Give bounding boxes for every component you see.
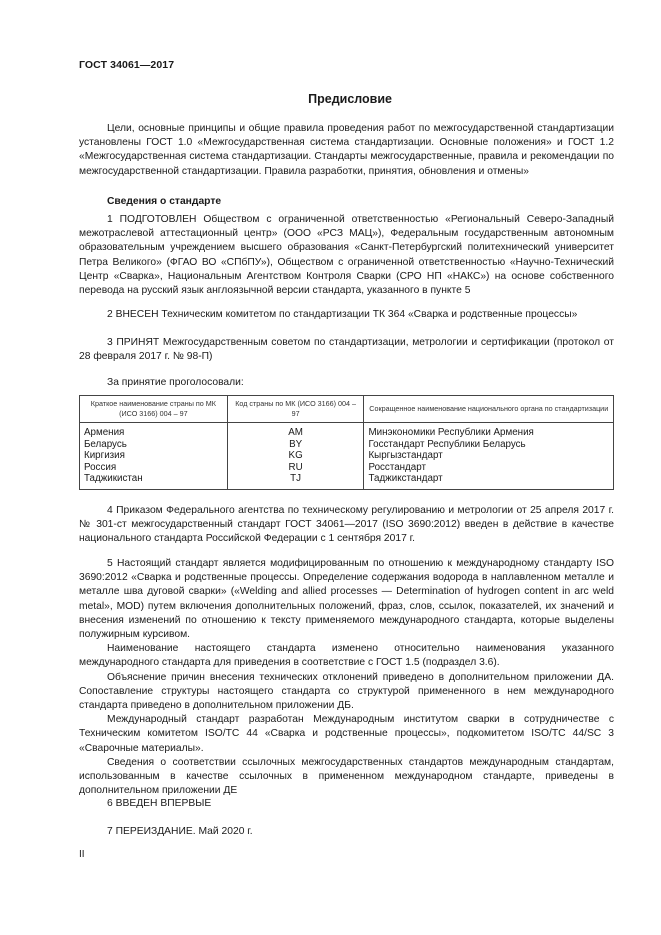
table-cell-body: Росстандарт — [364, 462, 614, 474]
item-1-block — [79, 213, 614, 298]
table-cell-code: AM — [227, 423, 364, 439]
table-row — [80, 423, 614, 439]
item-5-developer: Международный стандарт разработан Международным институтом сварки в сотрудничестве с Техническим комитетом ISO/TC 44 «Сварка и родственные процессы», подкомитетом ISO/TC 44/SC 3 «Сварочные материалы». — [79, 714, 614, 754]
item-7: 7 ПЕРЕИЗДАНИЕ. Май 2020 г. — [107, 826, 253, 837]
table-row — [80, 473, 614, 489]
item-5-references: Сведения о соответствии ссылочных межгосударственных стандартов международным стандартам, использованным в качестве ссылочных в примененном международном стандарте, приведены в дополнительном приложении ДЕ — [79, 756, 614, 797]
item-6-block — [79, 797, 614, 811]
item-6: 6 ВВЕДЕН ВПЕРВЫЕ — [107, 798, 212, 809]
item-7-block — [79, 825, 614, 839]
item-4: 4 Приказом Федерального агентства по техническому регулированию и метрологии от 25 апреля 2017 г. № 301-ст межгосударственный стандарт ГОСТ 34061—2017 (ISO 3690:2012) введен в действие в качестве национального стандарта Российской Федерации с 1 сентября 2017 г. — [79, 505, 614, 545]
page-number: II — [79, 849, 85, 860]
section-heading-block — [79, 195, 614, 209]
section-heading: Сведения о стандарте — [107, 196, 222, 207]
voting-table-wrapper — [79, 395, 614, 490]
item-5-naming: Наименование настоящего стандарта изменено относительно наименования указанного международного стандарта для приведения в соответствие с ГОСТ 1.5 (подраздел 3.6). — [79, 643, 614, 669]
table-header-country: Краткое наименование страны по МК (ИСО 3166) 004 – 97 — [80, 396, 228, 423]
table-row — [80, 462, 614, 474]
table-cell-country: Беларусь — [80, 439, 228, 451]
table-cell-code: KG — [227, 450, 364, 462]
table-cell-code: RU — [227, 462, 364, 474]
table-cell-body: Кыргызстандарт — [364, 450, 614, 462]
table-cell-country: Таджикистан — [80, 473, 228, 489]
item-3: 3 ПРИНЯТ Межгосударственным советом по стандартизации, метрологии и сертификации (протокол от 28 февраля 2017 г. № 98-П) — [79, 337, 614, 363]
table-cell-country: Киргизия — [80, 450, 228, 462]
voted-label: За принятие проголосовали: — [107, 377, 244, 388]
table-cell-code: TJ — [227, 473, 364, 489]
table-header-body: Сокращенное наименование национального органа по стандартизации — [364, 396, 614, 423]
item-3-block — [79, 336, 614, 364]
table-cell-body: Минэкономики Республики Армения — [364, 423, 614, 439]
table-header-code: Код страны по МК (ИСО 3166) 004 – 97 — [227, 396, 364, 423]
voted-label-block — [79, 376, 614, 390]
voting-table — [79, 395, 614, 490]
page-title — [0, 92, 661, 106]
item-5-deviations: Объяснение причин внесения технических отклонений приведено в дополнительном приложении ДА. Сопоставление структуры настоящего стандарта со структурой примененного в нем международного стандарта приведено в дополнительном приложении ДБ. — [79, 671, 614, 712]
title-text: Предисловие — [308, 92, 392, 106]
table-cell-country: Армения — [80, 423, 228, 439]
document-header: ГОСТ 34061—2017 — [79, 59, 175, 71]
table-cell-body: Госстандарт Республики Беларусь — [364, 439, 614, 451]
table-cell-code: BY — [227, 439, 364, 451]
item-2-block — [79, 308, 614, 322]
table-row — [80, 439, 614, 451]
intro-block — [79, 122, 614, 179]
item-5-main: 5 Настоящий стандарт является модифицированным по отношению к международному стандарту ISO 3690:2012 «Сварка и родственные процессы. Определение содержания водорода в наплавленном металле и металле шва дуговой сварки» («Welding and allied processes — Determination of hydrogen content in arc weld metal», MOD) путем включения дополнительных положений, фраз, слов, ссылок, показателей, их значений и внесения изменений по отношению к тексту применяемого международного стандарта, которые выделены полужирным курсивом. — [79, 558, 614, 641]
item-5-block — [79, 557, 614, 798]
item-2: 2 ВНЕСЕН Техническим комитетом по стандартизации ТК 364 «Сварка и родственные процессы» — [107, 309, 578, 320]
item-4-block — [79, 504, 614, 547]
table-cell-body: Таджикстандарт — [364, 473, 614, 489]
item-1: 1 ПОДГОТОВЛЕН Обществом с ограниченной ответственностью «Региональный Северо-Западный межотраслевой аттестационный центр» (ООО «РСЗ МАЦ»), Федеральным государственным автономным образовательным учреждением высшего образования «Санкт-Петербургский политехнический университет Петра Великого» (ФГАО ВО «СПбПУ»), Обществом с ограниченной ответственностью «Научно-Технический Центр «Сварка», Национальным Агентством Контроля Сварки (СРО НП «НАКС») на основе собственного перевода на русский язык англоязычной версии стандарта, указанного в пункте 5 — [79, 214, 614, 297]
table-header-row — [80, 396, 614, 423]
table-row — [80, 450, 614, 462]
table-cell-country: Россия — [80, 462, 228, 474]
intro-paragraph: Цели, основные принципы и общие правила проведения работ по межгосударственной стандартизации установлены ГОСТ 1.0 «Межгосударственная система стандартизации. Основные положения» и ГОСТ 1.2 «Межгосударственная система стандартизации. Стандарты межгосударственные, правила и рекомендации по межгосударственной стандартизации. Правила разработки, принятия, обновления и отмены» — [79, 123, 614, 177]
